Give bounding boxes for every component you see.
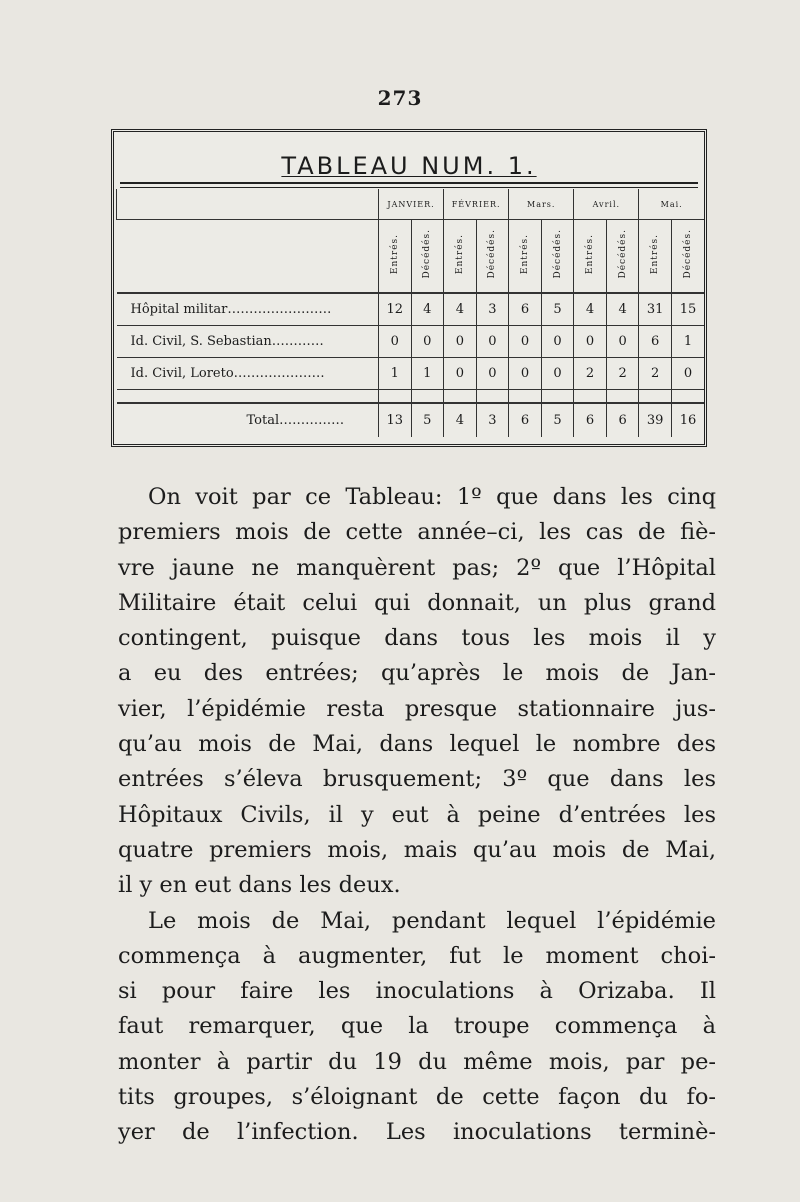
title-rule-top <box>120 182 698 184</box>
text-line: Le mois de Mai, pendant lequel l’épidémie <box>148 907 716 934</box>
row-label: Id. Civil, S. Sebastian………… <box>117 325 379 357</box>
table-cell: 2 <box>606 357 639 389</box>
total-cell: 6 <box>509 403 542 437</box>
spacer-cell <box>606 389 639 403</box>
table-cell: 4 <box>606 293 639 325</box>
month-header-mars: Mars. <box>509 189 574 220</box>
text-line: si pour faire les inoculations à Orizaba. Il <box>118 978 716 1005</box>
table-cell: 1 <box>411 357 444 389</box>
subheader-label: Décédés. <box>487 229 498 279</box>
text-line: tits groupes, s’éloignant de cette façon du fo- <box>118 1084 716 1111</box>
table-cell: 0 <box>509 357 542 389</box>
table-spacer-row <box>117 389 705 403</box>
text-line: vier, l’épidémie resta presque stationnaire jus- <box>118 695 716 722</box>
table-row-civil-sebastian <box>117 325 705 357</box>
text-line: monter à partir du 19 du même mois, par pe- <box>118 1048 716 1075</box>
table-cell: 5 <box>541 293 574 325</box>
spacer-cell <box>444 389 477 403</box>
total-cell: 5 <box>411 403 444 437</box>
subheader-decedes <box>541 220 574 294</box>
title-rule-bottom <box>120 187 698 188</box>
table-cell: 0 <box>671 357 704 389</box>
table-cell: 6 <box>509 293 542 325</box>
spacer-cell <box>671 389 704 403</box>
table-cell: 2 <box>639 357 672 389</box>
table-cell: 0 <box>574 325 607 357</box>
spacer-cell <box>379 389 412 403</box>
table-row-hopital-militar <box>117 293 705 325</box>
spacer-cell <box>117 389 379 403</box>
month-header-avril: Avril. <box>574 189 639 220</box>
spacer-cell <box>509 389 542 403</box>
header-blank <box>117 189 379 220</box>
total-cell: 16 <box>671 403 704 437</box>
text-line: a eu des entrées; qu’après le mois de Jan- <box>118 660 716 687</box>
table-cell: 15 <box>671 293 704 325</box>
table-cell: 1 <box>379 357 412 389</box>
spacer-cell <box>541 389 574 403</box>
table-row-total <box>117 403 705 437</box>
table-cell: 0 <box>476 357 509 389</box>
text-line: On voit par ce Tableau: 1º que dans les cinq <box>148 484 716 510</box>
spacer-cell <box>411 389 444 403</box>
table-cell: 0 <box>541 325 574 357</box>
table-cell: 4 <box>574 293 607 325</box>
text-line: premiers mois de cette année–ci, les cas de fiè- <box>118 519 716 546</box>
table-cell: 0 <box>379 325 412 357</box>
table-title: TABLEAU NUM. 1. <box>281 152 537 180</box>
page-number: 273 <box>377 86 423 110</box>
month-header-mai: Mai. <box>639 189 704 220</box>
text-line: contingent, puisque dans tous les mois il y <box>118 625 716 652</box>
text-line: quatre premiers mois, mais qu’au mois de Mai, <box>118 836 716 863</box>
subheader-label: Décédés. <box>617 229 628 279</box>
text-line: il y en eut dans les deux. <box>118 872 401 899</box>
table-cell: 12 <box>379 293 412 325</box>
total-cell: 5 <box>541 403 574 437</box>
subheader-label: Décédés. <box>422 229 433 279</box>
subheader-entres <box>639 220 672 294</box>
subheader-label: Décédés. <box>682 229 693 279</box>
text-line: entrées s’éleva brusquement; 3º que dans les <box>118 766 716 793</box>
total-cell: 13 <box>379 403 412 437</box>
month-header-fevrier: FÉVRIER. <box>444 189 509 220</box>
spacer-cell <box>574 389 607 403</box>
subheader-label: Entrés. <box>650 233 661 275</box>
subheader-blank <box>117 220 379 294</box>
text-line: vre jaune ne manquèrent pas; 2º que l’Hôpital <box>118 554 716 581</box>
spacer-cell <box>476 389 509 403</box>
table-cell: 1 <box>671 325 704 357</box>
subheader-row <box>117 220 705 294</box>
row-label: Id. Civil, Loreto………………… <box>117 357 379 389</box>
table-cell: 4 <box>444 293 477 325</box>
table-cell: 0 <box>541 357 574 389</box>
month-header-row <box>117 189 705 220</box>
subheader-entres <box>509 220 542 294</box>
subheader-label: Entrés. <box>389 233 400 275</box>
table-cell: 2 <box>574 357 607 389</box>
subheader-decedes <box>411 220 444 294</box>
subheader-entres <box>444 220 477 294</box>
subheader-entres <box>379 220 412 294</box>
subheader-label: Entrés. <box>519 233 530 275</box>
subheader-label: Entrés. <box>585 233 596 275</box>
table-cell: 6 <box>639 325 672 357</box>
total-cell: 4 <box>444 403 477 437</box>
total-cell: 39 <box>639 403 672 437</box>
text-line: faut remarquer, que la troupe commença à <box>118 1013 716 1040</box>
text-line: commença à augmenter, fut le moment choi- <box>118 942 716 969</box>
text-line: qu’au mois de Mai, dans lequel le nombre des <box>118 731 716 758</box>
subheader-label: Entrés. <box>454 233 465 275</box>
table-cell: 0 <box>444 325 477 357</box>
body-text <box>118 480 716 1151</box>
table-cell: 0 <box>444 357 477 389</box>
total-cell: 6 <box>574 403 607 437</box>
text-line: Hôpitaux Civils, il y eut à peine d’entrées les <box>118 801 716 828</box>
subheader-label: Décédés. <box>552 229 563 279</box>
subheader-decedes <box>606 220 639 294</box>
table-cell: 4 <box>411 293 444 325</box>
table-cell: 0 <box>411 325 444 357</box>
table-cell: 31 <box>639 293 672 325</box>
row-label: Hôpital militar…………………… <box>117 293 379 325</box>
table-cell: 0 <box>476 325 509 357</box>
subheader-entres <box>574 220 607 294</box>
cases-table <box>116 189 704 437</box>
tableau-num-1 <box>111 129 707 447</box>
subheader-decedes <box>476 220 509 294</box>
total-cell: 3 <box>476 403 509 437</box>
spacer-cell <box>639 389 672 403</box>
text-line: Militaire était celui qui donnait, un plus grand <box>118 589 716 616</box>
text-line: yer de l’infection. Les inoculations terminè- <box>118 1119 716 1146</box>
total-cell: 6 <box>606 403 639 437</box>
table-row-civil-loreto <box>117 357 705 389</box>
subheader-decedes <box>671 220 704 294</box>
total-label: Total…………… <box>246 412 345 428</box>
table-cell: 0 <box>606 325 639 357</box>
month-header-janvier: JANVIER. <box>379 189 444 220</box>
table-cell: 3 <box>476 293 509 325</box>
table-cell: 0 <box>509 325 542 357</box>
